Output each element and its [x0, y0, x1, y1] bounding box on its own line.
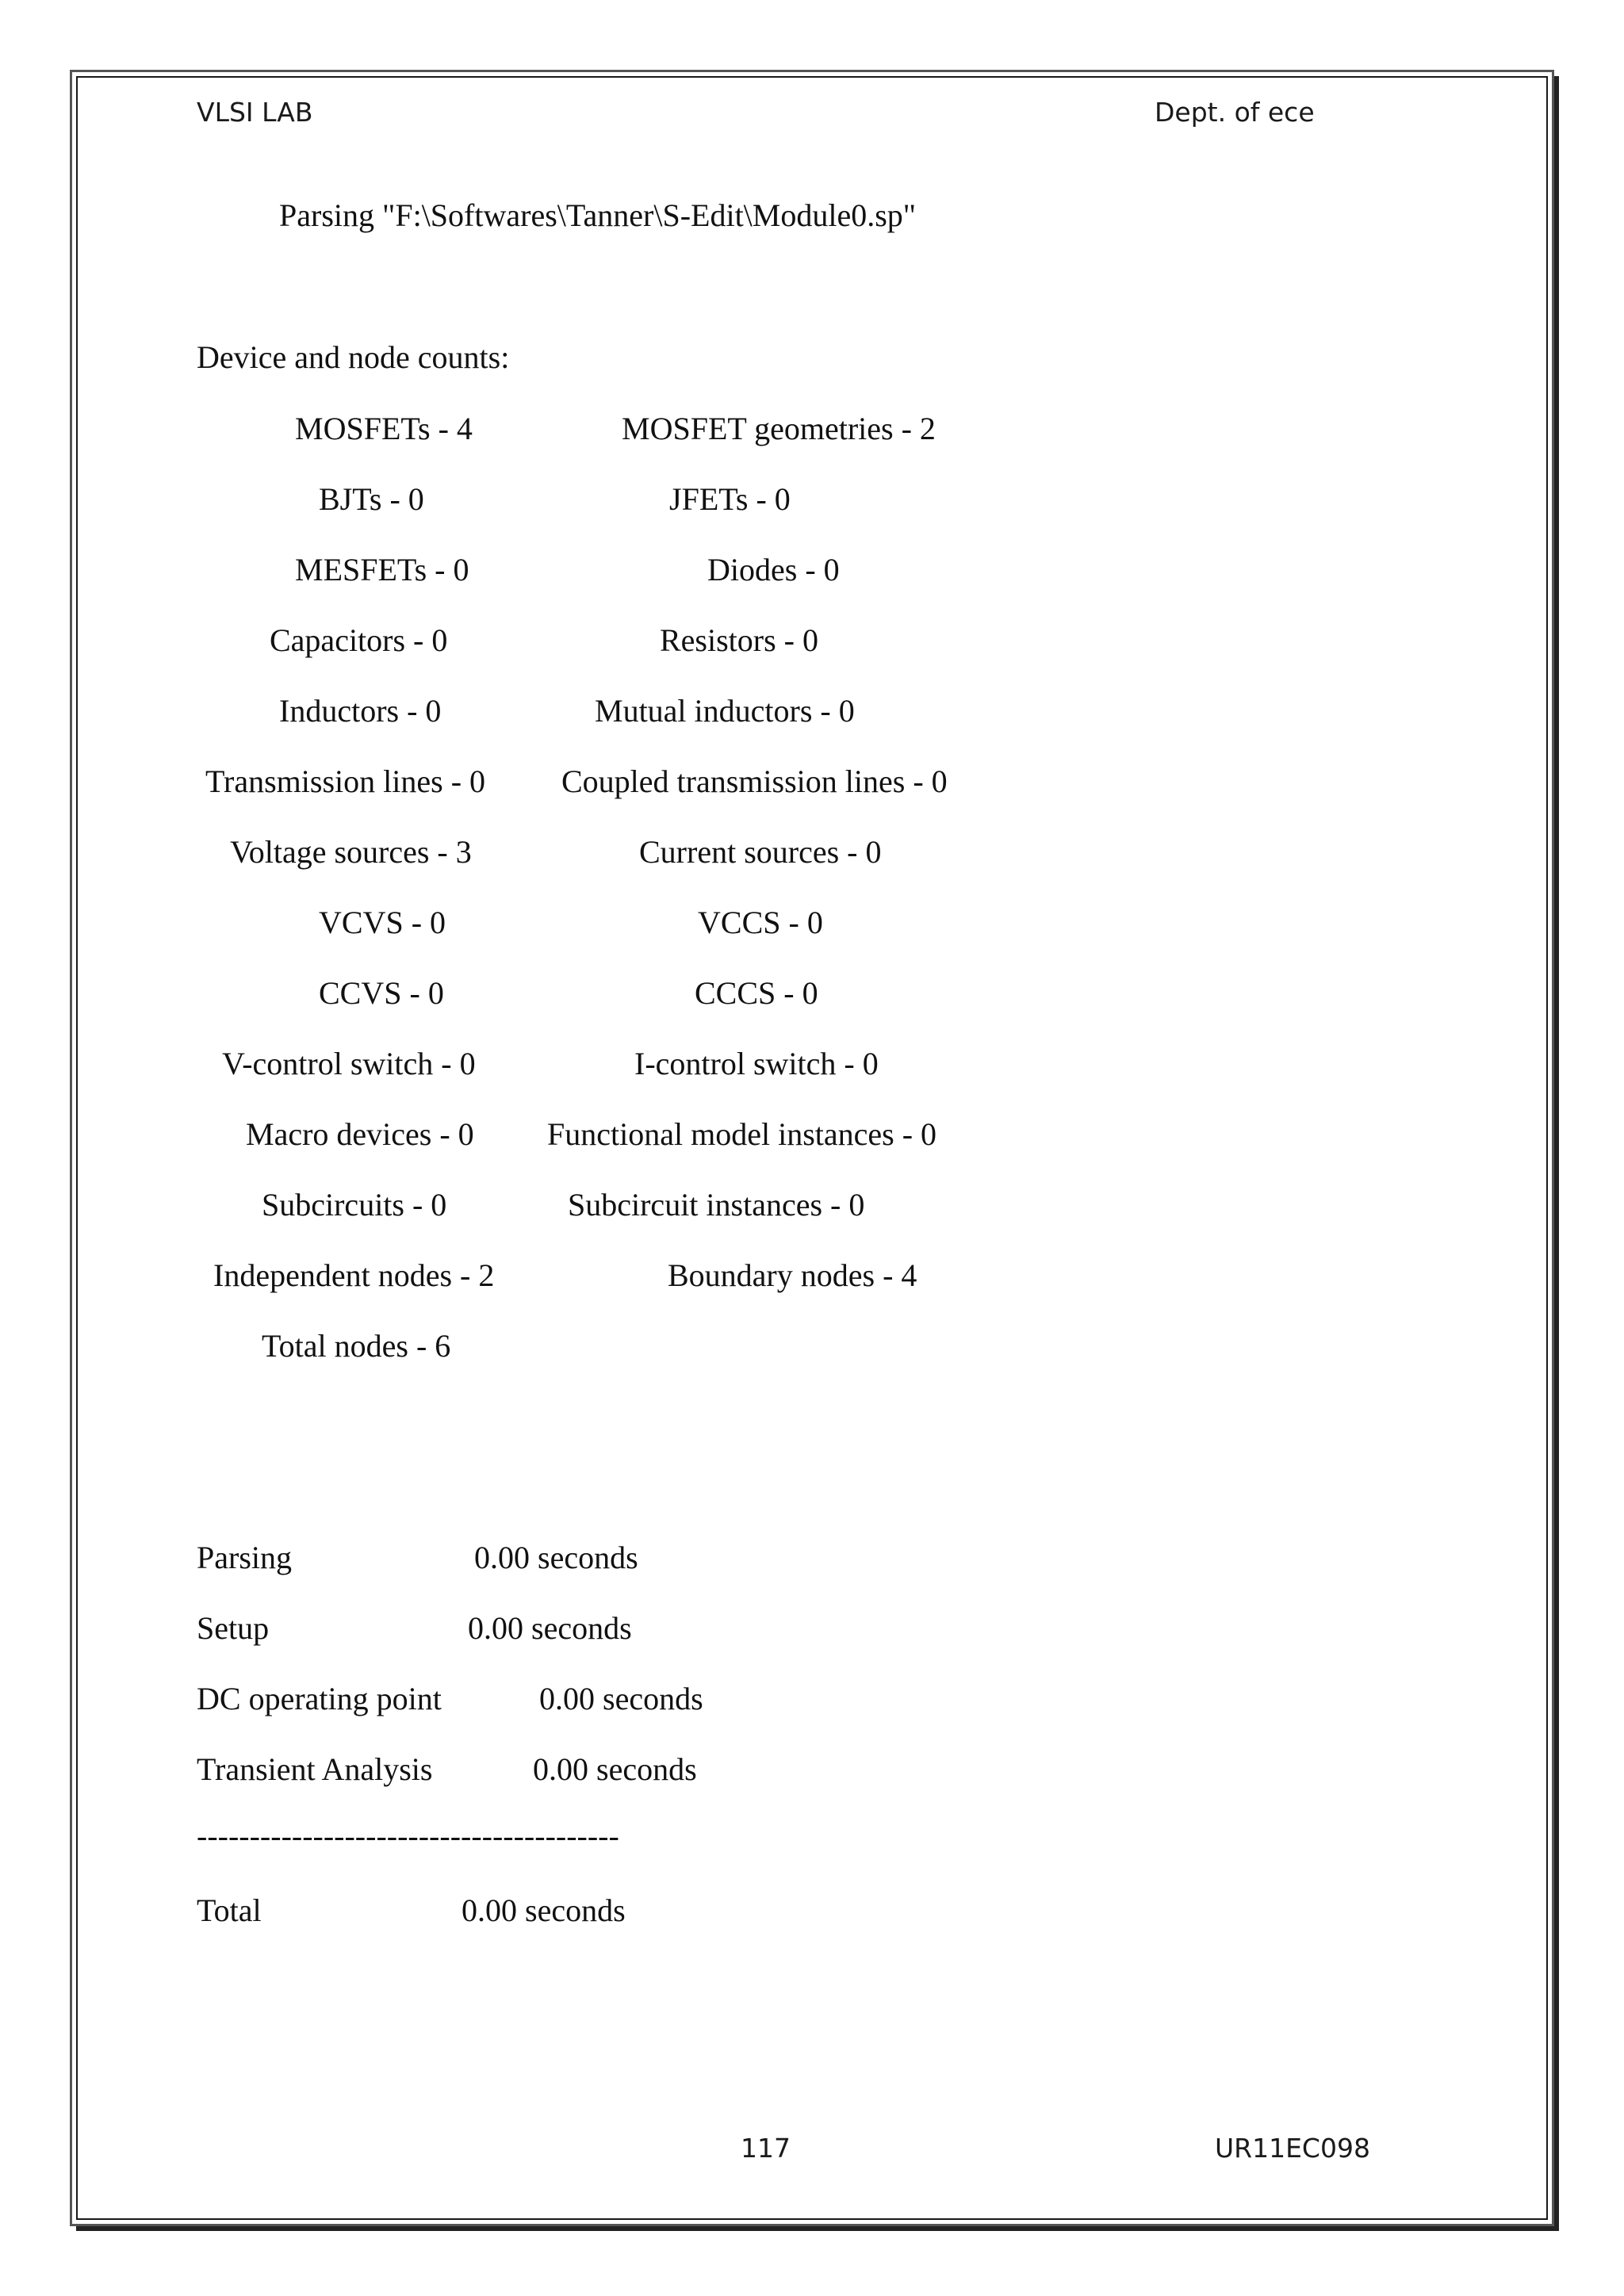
count-item: Subcircuit instances - 0	[568, 1187, 865, 1223]
count-item: Diodes - 0	[707, 552, 840, 587]
count-item: Resistors - 0	[660, 622, 818, 658]
count-item: VCCS - 0	[698, 905, 823, 940]
count-item: Total nodes - 6	[262, 1328, 451, 1364]
page-number: 117	[741, 2133, 791, 2164]
count-item: CCVS - 0	[319, 975, 444, 1011]
separator-line: ----------------------------------------	[197, 1818, 619, 1854]
timing-value: 0.00 seconds	[474, 1540, 638, 1575]
timing-value: 0.00 seconds	[468, 1610, 632, 1646]
count-item: Subcircuits - 0	[262, 1187, 447, 1223]
timing-label: Parsing	[197, 1540, 292, 1575]
device-counts-heading: Device and node counts:	[197, 339, 510, 375]
timing-value: 0.00 seconds	[539, 1681, 703, 1716]
count-item: Capacitors - 0	[270, 622, 448, 658]
count-item: VCVS - 0	[319, 905, 446, 940]
count-item: CCCS - 0	[695, 975, 818, 1011]
timing-label: Setup	[197, 1610, 270, 1646]
total-label: Total	[197, 1892, 262, 1928]
count-item: Boundary nodes - 4	[668, 1257, 917, 1293]
count-item: MOSFETs - 4	[295, 411, 473, 446]
count-item: Mutual inductors - 0	[595, 693, 855, 729]
timing-label: DC operating point	[197, 1681, 442, 1716]
count-item: Macro devices - 0	[246, 1116, 474, 1152]
count-item: Independent nodes - 2	[213, 1257, 495, 1293]
count-item: I-control switch - 0	[634, 1046, 879, 1081]
count-item: JFETs - 0	[669, 481, 791, 517]
count-item: Coupled transmission lines - 0	[561, 763, 948, 799]
count-item: Voltage sources - 3	[230, 834, 472, 870]
total-value: 0.00 seconds	[462, 1892, 626, 1928]
count-item: V-control switch - 0	[222, 1046, 476, 1081]
header-department: Dept. of ece	[1155, 97, 1315, 128]
timing-value: 0.00 seconds	[533, 1751, 697, 1787]
page-border-shadow	[1554, 76, 1559, 2231]
header-lab-name: VLSI LAB	[197, 97, 313, 128]
count-item: MOSFET geometries - 2	[622, 411, 936, 446]
count-item: Current sources - 0	[639, 834, 882, 870]
count-item: Transmission lines - 0	[205, 763, 486, 799]
count-item: MESFETs - 0	[295, 552, 469, 587]
page-border-shadow	[76, 2226, 1559, 2231]
count-item: Functional model instances - 0	[547, 1116, 937, 1152]
parsing-file-line: Parsing "F:\Softwares\Tanner\S-Edit\Module0.sp"	[279, 197, 917, 233]
roll-number: UR11EC098	[1215, 2133, 1370, 2164]
count-item: BJTs - 0	[319, 481, 424, 517]
count-item: Inductors - 0	[279, 693, 442, 729]
timing-label: Transient Analysis	[197, 1751, 433, 1787]
